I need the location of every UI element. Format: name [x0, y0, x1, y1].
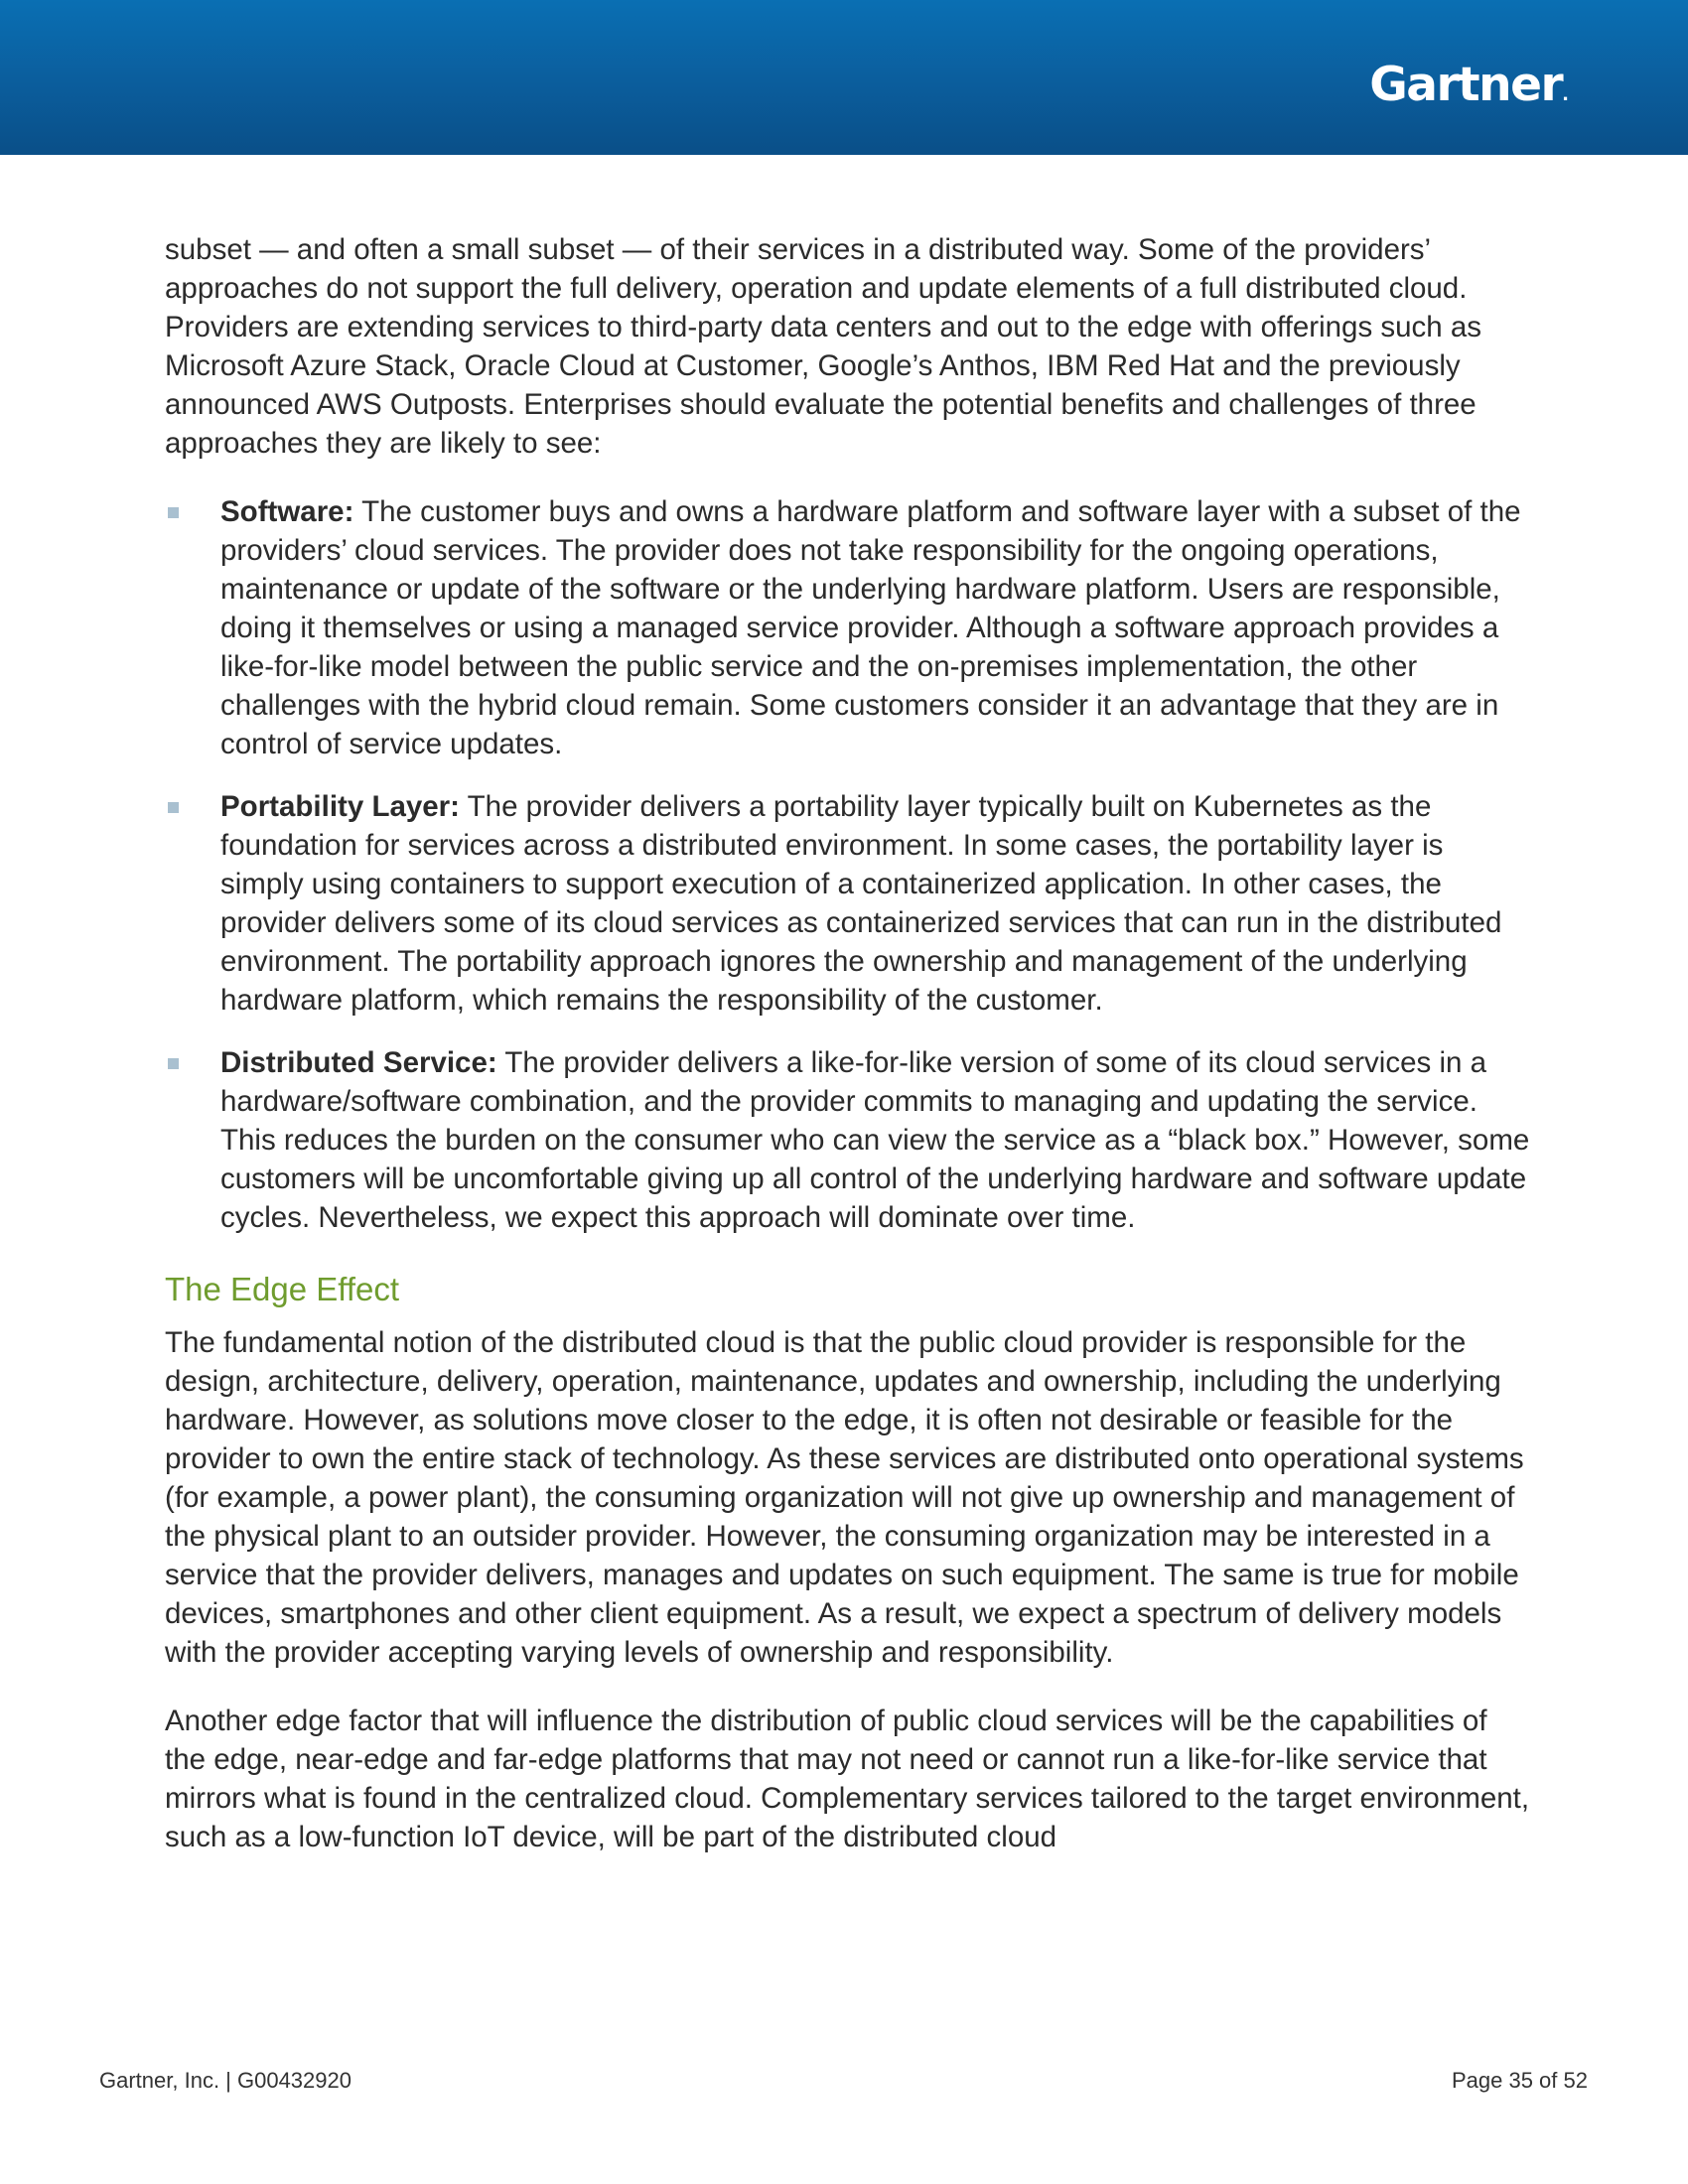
bullet-term: Portability Layer:: [220, 790, 460, 823]
bullet-square-icon: [168, 507, 179, 518]
approaches-list: [165, 492, 1530, 1237]
bullet-term: Software:: [220, 495, 354, 528]
section-paragraph: Another edge factor that will influence the distribution of public cloud services will be the capabilities of the edge, near-edge and far-edge platforms that may not need or cannot run a like-for-like service that mirrors what is found in the centralized cloud. Complementary services tailored to the target environment, such as a low-function IoT device, will be part of the distributed cloud: [165, 1705, 1530, 1853]
list-item-distributed-service: [165, 1043, 1530, 1237]
header-bar: [0, 0, 1688, 155]
footer-publisher: Gartner, Inc. | G00432920: [99, 2068, 352, 2093]
gartner-logo: [1369, 58, 1569, 112]
document-body: [165, 230, 1530, 1886]
list-item-software: [165, 492, 1530, 763]
intro-paragraph: subset — and often a small subset — of their services in a distributed way. Some of the providers’ approaches do not support the full delivery, operation and update elements of a full distributed cloud. Providers are extending services to third-party data centers and out to the edge with offerings such as Microsoft Azure Stack, Oracle Cloud at Customer, Google’s Anthos, IBM Red Hat and the previously announced AWS Outposts. Enterprises should evaluate the potential benefits and challenges of three approaches they are likely to see:: [165, 233, 1482, 460]
bullet-text: The customer buys and owns a hardware platform and software layer with a subset of the providers’ cloud services. The provider does not take responsibility for the ongoing operations, maintenance or update of the software or the underlying hardware platform. Users are responsible, doing it themselves or using a managed service provider. Although a software approach provides a like-for-like model between the public service and the on-premises implementation, the other challenges with the hybrid cloud remain. Some customers consider it an advantage that they are in control of service updates.: [220, 495, 1521, 760]
bullet-square-icon: [168, 1058, 179, 1069]
logo-mark: .: [1562, 84, 1569, 105]
list-item-portability-layer: [165, 787, 1530, 1020]
logo-text: Gartner: [1369, 58, 1563, 112]
bullet-square-icon: [168, 802, 179, 813]
footer-page-number: Page 35 of 52: [1451, 2068, 1588, 2093]
bullet-text: The provider delivers a like-for-like version of some of its cloud services in a hardware/software combination, and the provider commits to managing and updating the service. This reduces the burden on the consumer who can view the service as a “black box.” However, some customers will be uncomfortable giving up all control of the underlying hardware and software update cycles. Nevertheless, we expect this approach will dominate over time.: [220, 1046, 1530, 1234]
section-paragraph: The fundamental notion of the distributed cloud is that the public cloud provider is responsible for the design, architecture, delivery, operation, maintenance, updates and ownership, including the underlying hardware. However, as solutions move closer to the edge, it is often not desirable or feasible for the provider to own the entire stack of technology. As these services are distributed onto operational systems (for example, a power plant), the consuming organization will not give up ownership and management of the physical plant to an outsider provider. However, the consuming organization may be interested in a service that the provider delivers, manages and updates on such equipment. The same is true for mobile devices, smartphones and other client equipment. As a result, we expect a spectrum of delivery models with the provider accepting varying levels of ownership and responsibility.: [165, 1326, 1524, 1669]
bullet-text: The provider delivers a portability layer typically built on Kubernetes as the foundation for services across a distributed environment. In some cases, the portability layer is simply using containers to support execution of a containerized application. In other cases, the provider delivers some of its cloud services as containerized services that can run in the distributed environment. The portability approach ignores the ownership and management of the underlying hardware platform, which remains the responsibility of the customer.: [220, 790, 1502, 1017]
section-heading: The Edge Effect: [165, 1271, 400, 1307]
bullet-term: Distributed Service:: [220, 1046, 497, 1079]
